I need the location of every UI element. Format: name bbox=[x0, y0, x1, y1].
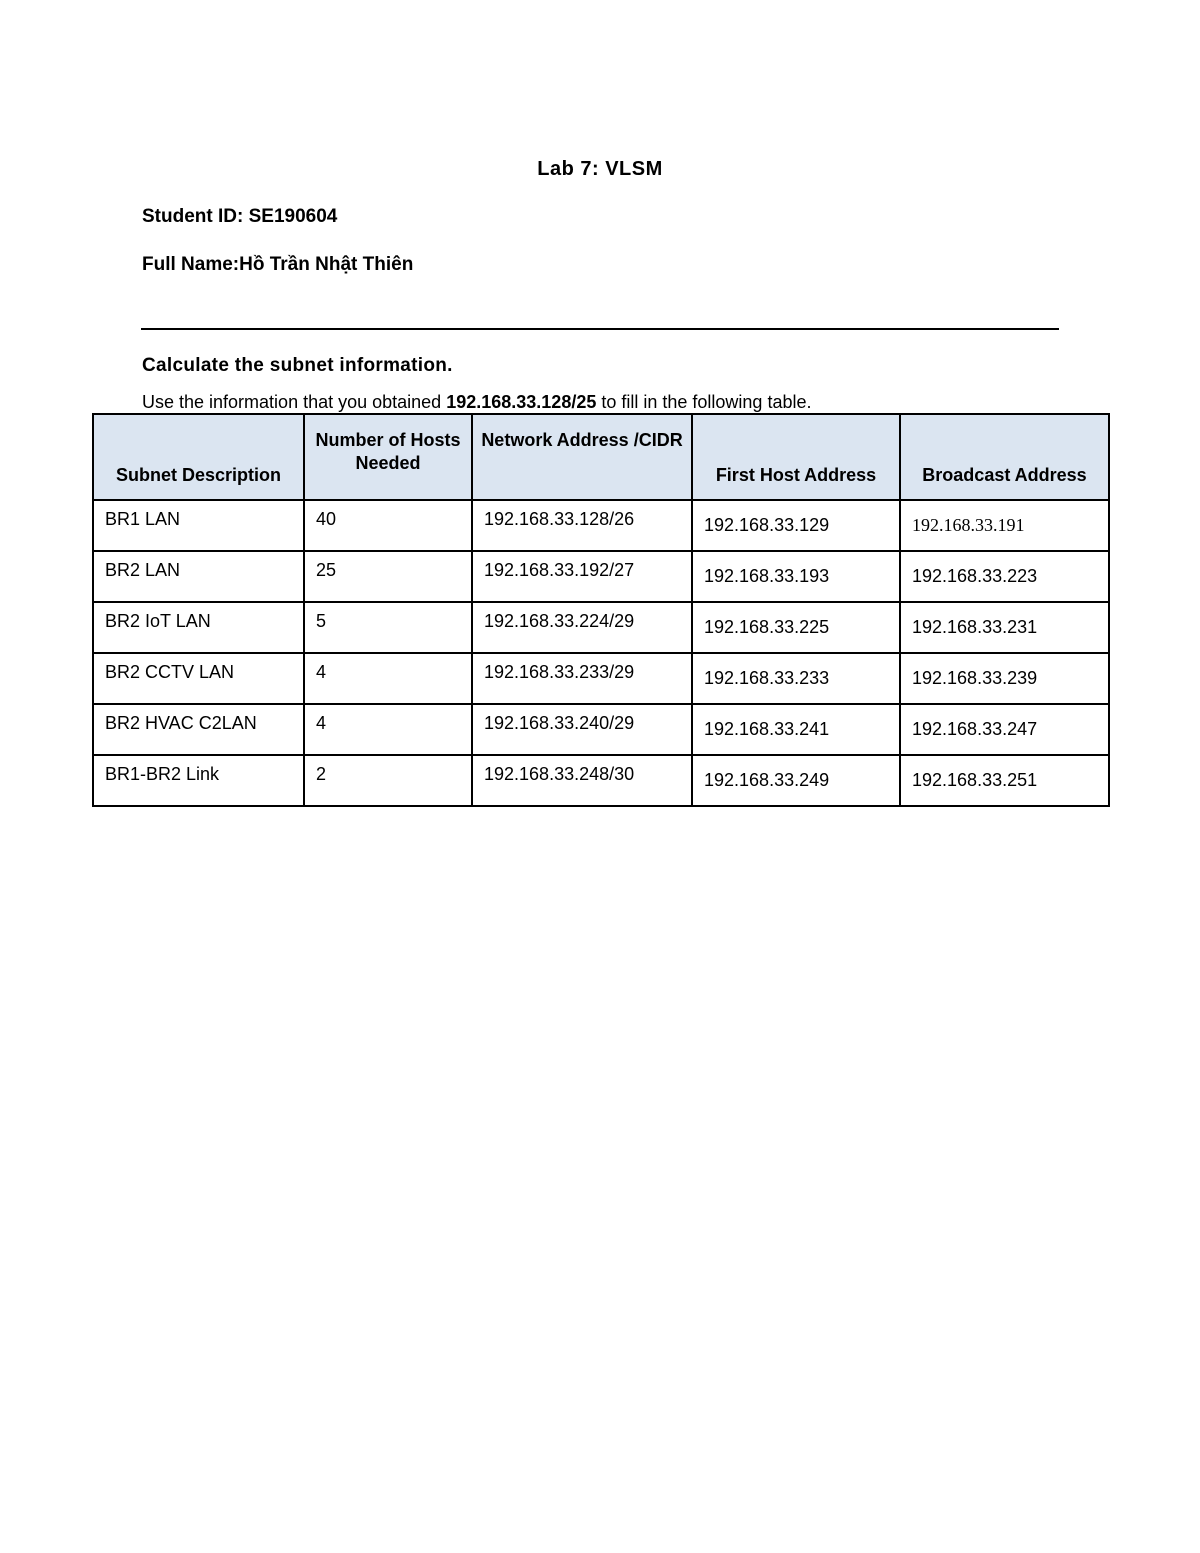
instruction-network: 192.168.33.128/25 bbox=[446, 392, 597, 412]
cell-first-host: 192.168.33.225 bbox=[692, 602, 900, 653]
cell-hosts: 2 bbox=[304, 755, 472, 806]
cell-first-host: 192.168.33.233 bbox=[692, 653, 900, 704]
header-first-host: First Host Address bbox=[692, 414, 900, 500]
table-row bbox=[93, 602, 1109, 653]
table-row bbox=[93, 704, 1109, 755]
cell-broadcast: 192.168.33.191 bbox=[900, 500, 1109, 551]
cell-hosts: 4 bbox=[304, 653, 472, 704]
table-header-row bbox=[93, 414, 1109, 500]
cell-description: BR2 HVAC C2LAN bbox=[93, 704, 304, 755]
header-hosts-needed: Number of Hosts Needed bbox=[304, 414, 472, 500]
cell-broadcast: 192.168.33.247 bbox=[900, 704, 1109, 755]
document-title: Lab 7: VLSM bbox=[537, 158, 663, 180]
cell-broadcast: 192.168.33.251 bbox=[900, 755, 1109, 806]
header-broadcast: Broadcast Address bbox=[900, 414, 1109, 500]
instruction-prefix: Use the information that you obtained bbox=[142, 392, 447, 412]
horizontal-rule bbox=[141, 328, 1059, 330]
cell-network: 192.168.33.248/30 bbox=[472, 755, 692, 806]
cell-description: BR1 LAN bbox=[93, 500, 304, 551]
cell-first-host: 192.168.33.129 bbox=[692, 500, 900, 551]
cell-first-host: 192.168.33.249 bbox=[692, 755, 900, 806]
subnet-table bbox=[92, 413, 1110, 807]
cell-hosts: 25 bbox=[304, 551, 472, 602]
cell-first-host: 192.168.33.193 bbox=[692, 551, 900, 602]
cell-first-host: 192.168.33.241 bbox=[692, 704, 900, 755]
table-row bbox=[93, 653, 1109, 704]
table-row bbox=[93, 500, 1109, 551]
cell-hosts: 40 bbox=[304, 500, 472, 551]
cell-broadcast: 192.168.33.223 bbox=[900, 551, 1109, 602]
section-heading: Calculate the subnet information. bbox=[142, 355, 453, 376]
instruction-text bbox=[142, 392, 811, 413]
cell-network: 192.168.33.233/29 bbox=[472, 653, 692, 704]
table-row bbox=[93, 551, 1109, 602]
cell-hosts: 5 bbox=[304, 602, 472, 653]
cell-network: 192.168.33.192/27 bbox=[472, 551, 692, 602]
cell-description: BR1-BR2 Link bbox=[93, 755, 304, 806]
cell-description: BR2 LAN bbox=[93, 551, 304, 602]
cell-broadcast: 192.168.33.239 bbox=[900, 653, 1109, 704]
cell-network: 192.168.33.128/26 bbox=[472, 500, 692, 551]
cell-broadcast: 192.168.33.231 bbox=[900, 602, 1109, 653]
cell-hosts: 4 bbox=[304, 704, 472, 755]
cell-description: BR2 CCTV LAN bbox=[93, 653, 304, 704]
cell-network: 192.168.33.240/29 bbox=[472, 704, 692, 755]
full-name: Full Name:Hồ Trần Nhật Thiên bbox=[142, 254, 414, 275]
student-id: Student ID: SE190604 bbox=[142, 206, 338, 227]
cell-description: BR2 IoT LAN bbox=[93, 602, 304, 653]
cell-network: 192.168.33.224/29 bbox=[472, 602, 692, 653]
header-subnet-description: Subnet Description bbox=[93, 414, 304, 500]
table-row bbox=[93, 755, 1109, 806]
header-network-address: Network Address /CIDR bbox=[472, 414, 692, 500]
instruction-suffix: to fill in the following table. bbox=[596, 392, 812, 412]
